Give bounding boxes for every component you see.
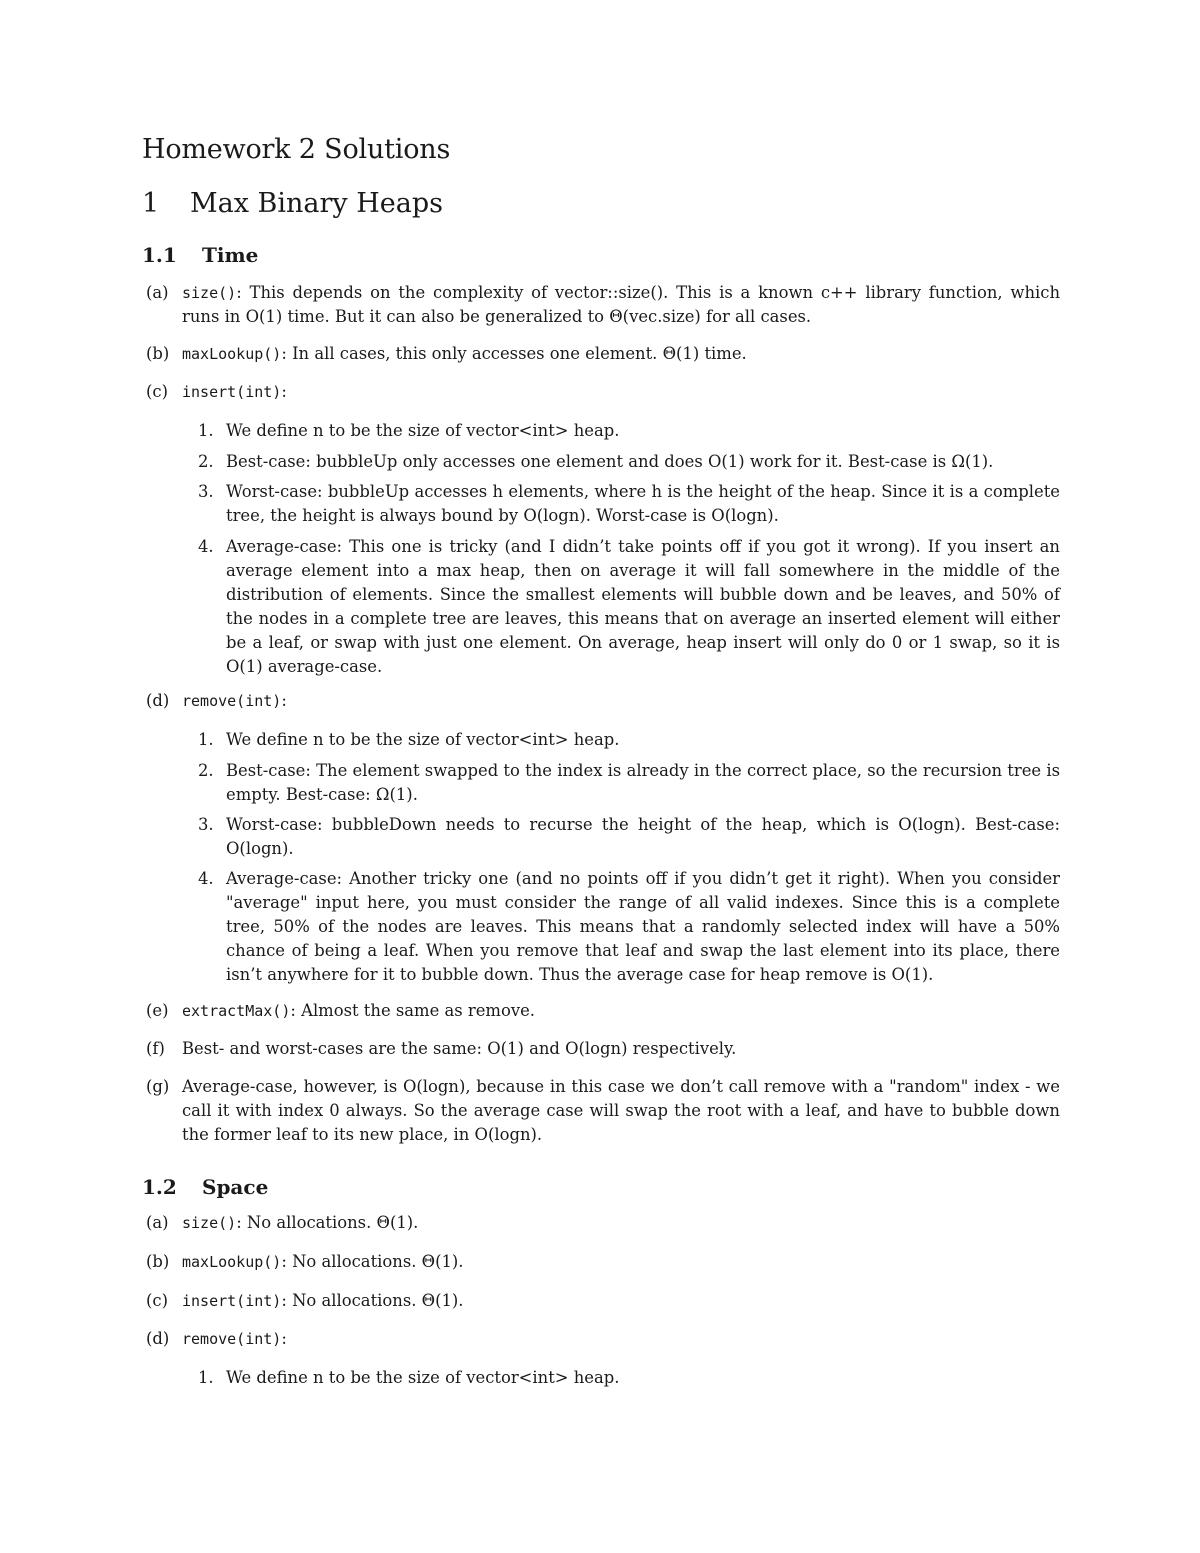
item-text: :	[281, 1329, 287, 1348]
step-text: Worst-case: bubbleUp accesses h elements, where h is the height of the heap. Since it is a complete tree, the height is always bound by O(logn). Worst-case is O(logn).	[226, 482, 1060, 525]
step-label: 2.	[198, 452, 214, 471]
section-title: Max Binary Heaps	[190, 188, 444, 219]
item-label: (a)	[146, 1213, 169, 1232]
step-text: Average-case: Another tricky one (and no points off if you didn’t get it right). When you consider "average" input here, you must consider the range of all valid indexes. Since this is a complete tree, 50% of the nodes are leaves. This means that a randomly selected index will have a 50% chance of being a leaf. When you remove that leaf and swap the last element into its place, there isn’t anywhere for it to bubble down. Thus the average case for heap remove is O(1).	[226, 869, 1060, 984]
item-code: remove(int)	[182, 1330, 282, 1348]
item-text: : This depends on the complexity of vector::size(). This is a known c++ library function, which runs in O(1) time. But it can also be generalized to Θ(vec.size) for all cases.	[182, 283, 1060, 326]
subsection-heading-time	[142, 243, 258, 267]
step-text: We define n to be the size of vector<int> heap.	[226, 1368, 620, 1387]
step-text: Best-case: The element swapped to the index is already in the correct place, so the recursion tree is empty. Best-case: Ω(1).	[226, 761, 1060, 804]
item-text: : No allocations. Θ(1).	[281, 1252, 464, 1271]
item-code: insert(int)	[182, 383, 282, 401]
item-code: size()	[182, 284, 237, 302]
step-label: 1.	[198, 730, 214, 749]
item-label: (g)	[146, 1077, 170, 1096]
item-code: extractMax()	[182, 1002, 291, 1020]
step-label: 2.	[198, 761, 214, 780]
step-label: 4.	[198, 869, 214, 888]
step-label: 1.	[198, 421, 214, 440]
page-title: Homework 2 Solutions	[142, 134, 451, 165]
step-text: Worst-case: bubbleDown needs to recurse the height of the heap, which is O(logn). Best-case: O(logn).	[226, 815, 1060, 858]
section-heading	[142, 188, 443, 219]
item-text: : Almost the same as remove.	[290, 1001, 536, 1020]
item-label: (e)	[146, 1001, 169, 1020]
step-label: 1.	[198, 1368, 214, 1387]
subsection-heading-space	[142, 1175, 268, 1199]
item-text: : No allocations. Θ(1).	[236, 1213, 419, 1232]
subsection-title: Time	[202, 243, 259, 267]
item-label: (a)	[146, 283, 169, 302]
item-text: : In all cases, this only accesses one element. Θ(1) time.	[281, 344, 747, 363]
item-text: : No allocations. Θ(1).	[281, 1291, 464, 1310]
item-label: (c)	[146, 1291, 168, 1310]
step-label: 3.	[198, 815, 214, 834]
step-text: We define n to be the size of vector<int> heap.	[226, 730, 620, 749]
item-code: insert(int)	[182, 1292, 282, 1310]
item-label: (f)	[146, 1039, 165, 1058]
subsection-title: Space	[202, 1175, 269, 1199]
item-text: :	[281, 691, 287, 710]
item-text: :	[281, 382, 287, 401]
subsection-number: 1.2	[142, 1175, 177, 1199]
step-text: Best-case: bubbleUp only accesses one element and does O(1) work for it. Best-case is Ω(1).	[226, 452, 994, 471]
item-label: (b)	[146, 1252, 170, 1271]
section-number: 1	[142, 188, 160, 219]
item-label: (d)	[146, 691, 170, 710]
item-text: Average-case, however, is O(logn), because in this case we don’t call remove with a "random" index - we call it with index 0 always. So the average case will swap the root with a leaf, and have to bubble down the former leaf to its new place, in O(logn).	[182, 1077, 1060, 1144]
item-text: Best- and worst-cases are the same: O(1) and O(logn) respectively.	[182, 1039, 737, 1058]
step-label: 3.	[198, 482, 214, 501]
item-code: size()	[182, 1214, 237, 1232]
item-label: (b)	[146, 344, 170, 363]
step-label: 4.	[198, 537, 214, 556]
item-code: maxLookup()	[182, 345, 282, 363]
item-label: (d)	[146, 1329, 170, 1348]
subsection-number: 1.1	[142, 243, 177, 267]
step-text: Average-case: This one is tricky (and I didn’t take points off if you got it wrong). If you insert an average element into a max heap, then on average it will fall somewhere in the middle of the distribution of elements. Since the smallest elements will bubble down and be leaves, and 50% of the nodes in a complete tree are leaves, this means that on average an inserted element will either be a leaf, or swap with just one element. On average, heap insert will only do 0 or 1 swap, so it is O(1) average-case.	[226, 537, 1060, 676]
item-label: (c)	[146, 382, 168, 401]
step-text: We define n to be the size of vector<int> heap.	[226, 421, 620, 440]
item-code: maxLookup()	[182, 1253, 282, 1271]
item-code: remove(int)	[182, 692, 282, 710]
